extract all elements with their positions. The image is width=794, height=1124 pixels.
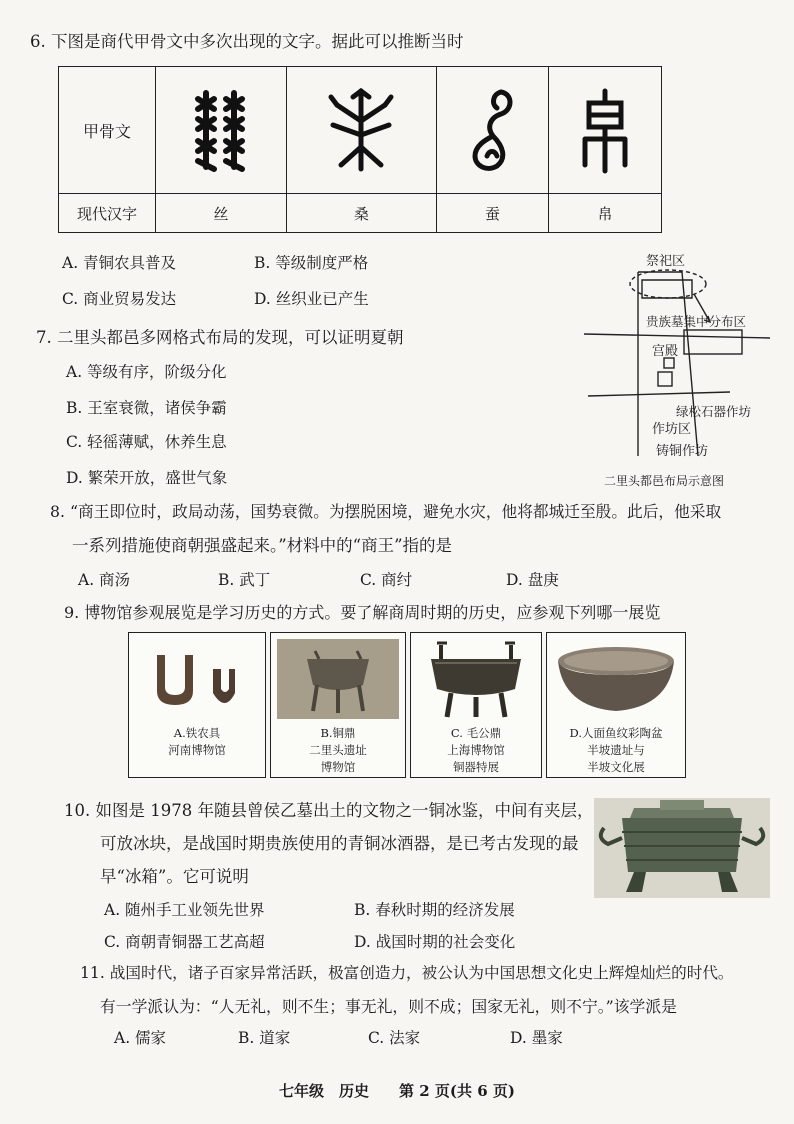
- q10-stem-line1: 10. 如图是 1978 年随县曾侯乙墓出土的文物之一铜冰鉴，中间有夹层，: [64, 801, 594, 820]
- q9-option-b-caption: [271, 725, 405, 776]
- q10-option-d[interactable]: D. 战国时期的社会变化: [354, 933, 516, 951]
- q9-stem: 9. 博物馆参观展览是学习历史的方式。要了解商周时期的历史，应参观下列哪一展览: [64, 603, 661, 622]
- q8-option-b[interactable]: B. 武丁: [218, 571, 271, 589]
- q6-stem: 6. 下图是商代甲骨文中多次出现的文字。据此可以推断当时: [30, 32, 464, 51]
- q9-option-a-card[interactable]: [128, 632, 266, 778]
- caption-line: 二里头遗址: [309, 743, 367, 757]
- caption-line: C. 毛公鼎: [450, 726, 502, 740]
- mao-gong-ding-image: [417, 639, 535, 719]
- table-header-oracle: 甲骨文: [59, 67, 156, 194]
- q7-option-d[interactable]: D. 繁荣开放，盛世气象: [66, 469, 228, 487]
- q7-option-b[interactable]: B. 王室衰微，诸侯争霸: [66, 399, 227, 417]
- caption-line: A.铁农具: [173, 726, 221, 740]
- q11-stem-line2: 有一学派认为：“人无礼，则不生；事无礼，则不成；国家无礼，则不宁。”该学派是: [100, 997, 677, 1016]
- q8-option-a[interactable]: A. 商汤: [78, 571, 131, 589]
- q9-option-c-card[interactable]: [410, 632, 542, 778]
- q8-option-c[interactable]: C. 商纣: [360, 571, 413, 589]
- oracle-glyph-bo-image: [575, 85, 635, 175]
- caption-line: 上海博物馆: [447, 743, 505, 757]
- q6-option-a[interactable]: A. 青铜农具普及: [62, 254, 177, 272]
- oracle-glyph-sang-image: [321, 85, 401, 175]
- modern-char-cell: 帛: [549, 194, 662, 233]
- q9-option-d-card[interactable]: [546, 632, 686, 778]
- iron-tools-image: [135, 639, 259, 719]
- map-label-turquoise-workshop: 绿松石器作坊: [676, 404, 752, 419]
- modern-char-cell: 丝: [156, 194, 287, 233]
- q6-option-c[interactable]: C. 商业贸易发达: [62, 290, 177, 308]
- q11-option-d[interactable]: D. 墨家: [510, 1029, 563, 1047]
- oracle-glyph-si-image: [186, 85, 256, 175]
- oracle-glyph-can-image: [463, 84, 523, 176]
- caption-line: 博物馆: [320, 760, 356, 774]
- map-label-bronze-workshop: 铸铜作坊: [656, 444, 709, 459]
- oracle-glyph-bo: [549, 67, 662, 194]
- q6-option-b[interactable]: B. 等级制度严格: [254, 254, 369, 272]
- caption-line: 半坡文化展: [587, 760, 645, 774]
- q10-option-b[interactable]: B. 春秋时期的经济发展: [354, 901, 515, 919]
- q11-stem-line1: 11. 战国时代，诸子百家异常活跃，极富创造力，被公认为中国思想文化史上辉煌灿烂的时代。: [80, 964, 734, 982]
- modern-char-cell: 桑: [287, 194, 437, 233]
- q6-option-d[interactable]: D. 丝织业已产生: [254, 290, 369, 308]
- q10-option-a[interactable]: A. 随州手工业领先世界: [104, 901, 265, 919]
- caption-line: D.人面鱼纹彩陶盆: [569, 726, 663, 740]
- oracle-bone-table: [58, 66, 662, 233]
- map-caption: 二里头都邑布局示意图: [604, 474, 725, 488]
- map-label-noble-tombs: 贵族墓集中分布区: [646, 314, 747, 329]
- map-label-workshop-area: 作坊区: [652, 422, 692, 437]
- q7-stem: 7. 二里头都邑多网格式布局的发现，可以证明夏朝: [36, 328, 404, 347]
- q7-option-a[interactable]: A. 等级有序，阶级分化: [66, 363, 227, 381]
- q11-option-c[interactable]: C. 法家: [368, 1029, 421, 1047]
- q11-option-b[interactable]: B. 道家: [238, 1029, 291, 1047]
- q9-option-a-caption: [129, 725, 265, 759]
- q10-stem-line3: 早“冰箱”。它可说明: [100, 867, 249, 886]
- caption-line: B.铜鼎: [320, 726, 356, 740]
- caption-line: 铜器特展: [453, 760, 499, 774]
- q7-option-c[interactable]: C. 轻徭薄赋，休养生息: [66, 433, 227, 451]
- oracle-glyph-si: [156, 67, 287, 194]
- painted-pottery-basin-image: [553, 639, 679, 719]
- q8-stem-line2: 一系列措施使商朝强盛起来。”材料中的“商王”指的是: [72, 536, 453, 555]
- page-footer: 七年级 历史 第 2 页(共 6 页): [279, 1082, 515, 1100]
- bronze-ding-image: [277, 639, 399, 719]
- q9-option-b-card[interactable]: [270, 632, 406, 778]
- q9-option-d-caption: [547, 725, 685, 776]
- q10-option-c[interactable]: C. 商朝青铜器工艺高超: [104, 933, 265, 951]
- oracle-glyph-can: [436, 67, 549, 194]
- map-label-palace: 宫殿: [652, 344, 679, 359]
- caption-line: 河南博物馆: [168, 743, 226, 757]
- table-header-modern: 现代汉字: [59, 194, 156, 233]
- q8-stem-line1: 8. “商王即位时，政局动荡，国势衰微。为摆脱困境，避免水灾，他将都城迁至殷。此后，他采取: [50, 502, 722, 521]
- map-label-ritual-area: 祭祀区: [646, 254, 686, 269]
- oracle-glyph-sang: [287, 67, 437, 194]
- bronze-ice-jian-image: [594, 798, 770, 898]
- modern-char-cell: 蚕: [436, 194, 549, 233]
- q10-stem-line2: 可放冰块，是战国时期贵族使用的青铜冰酒器，是已考古发现的最: [100, 834, 579, 853]
- q9-option-c-caption: [411, 725, 541, 776]
- caption-line: 半坡遗址与: [587, 743, 645, 757]
- q8-option-d[interactable]: D. 盘庚: [506, 571, 559, 589]
- q11-option-a[interactable]: A. 儒家: [114, 1029, 167, 1047]
